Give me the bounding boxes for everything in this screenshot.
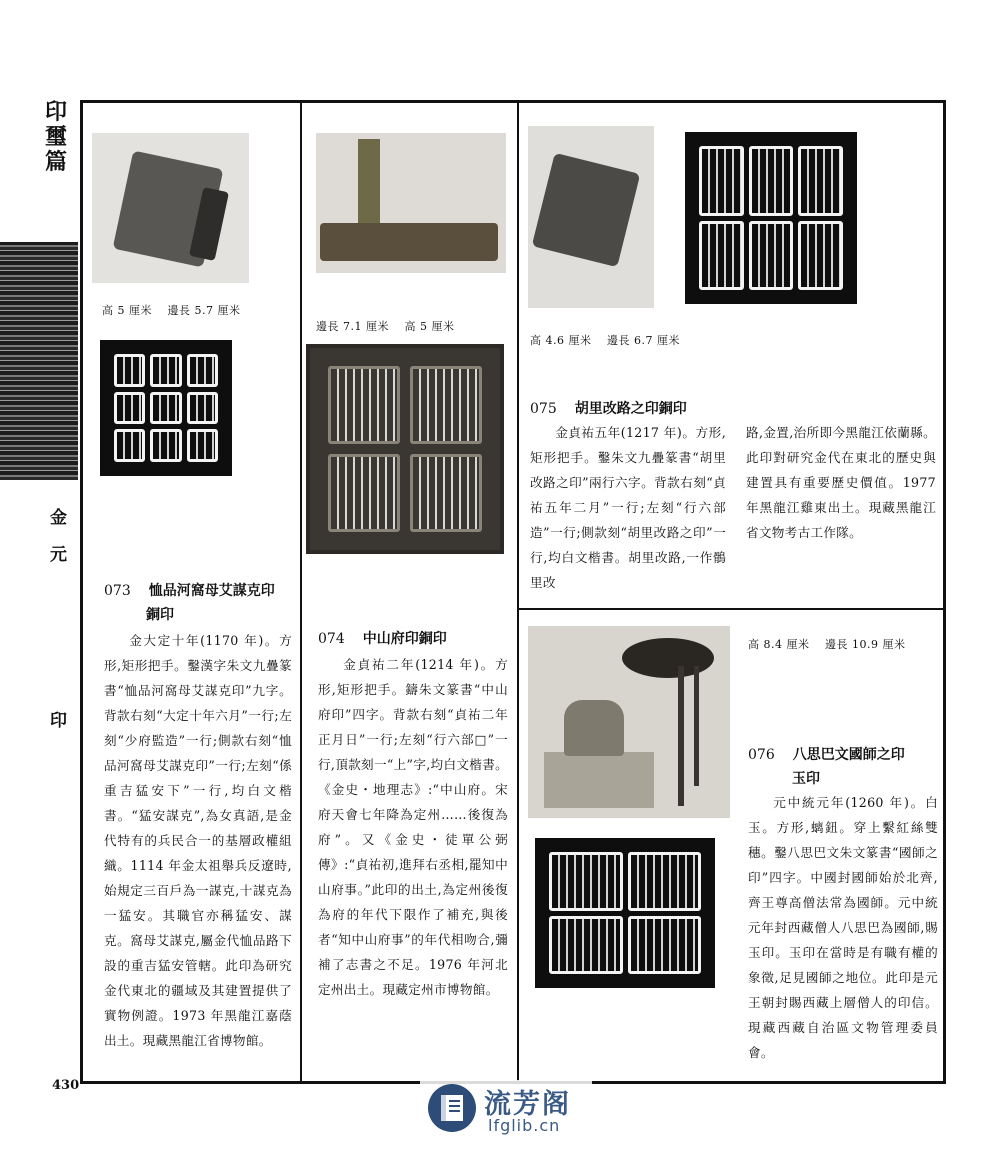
seal-073-dims: 高 5 厘米 邊長 5.7 厘米 (102, 304, 241, 317)
seal-074-bronze-face (306, 344, 504, 554)
page-number: 430 (52, 1078, 80, 1093)
entry-075-number: 075 (530, 401, 557, 417)
entry-076-title-line2: 玉印 (792, 771, 820, 787)
seal-075-dims: 高 4.6 厘米 邊長 6.7 厘米 (530, 334, 680, 347)
entry-074-text: 金貞祐二年(1214 年)。方形,矩形把手。鑄朱文篆書“中山府印”四字。背款右刻“貞祐二年正月日”一行;左刻“行六部□”一行,頂款刻一“上”字,均白文楷書。《金史・地理志》:“中山府。宋府天會七年降為定州……後復為府”。又《金史・徒單公弼傳》:“貞祐初,進拜右丞相,罷知中山府事。”此印的出土,為定州後復為府的年代下限作了補充,與後者“知中山府事”的年代相吻合,彌補了志書之不足。1976 年河北定州出土。現藏定州市博物館。 (318, 657, 508, 997)
seal-076-photo (528, 626, 730, 818)
seal-076-dims: 高 8.4 厘米 邊長 10.9 厘米 (748, 638, 906, 651)
scan-artifact-strip (0, 242, 78, 480)
watermark-domain: lfglib.cn (488, 1116, 561, 1135)
entry-075-title: 075 胡里改路之印銅印 (530, 401, 687, 417)
dynasty-char-yuan: 元 (50, 545, 67, 565)
dynasty-char-jin: 金 (50, 508, 67, 528)
seal-074-dims: 邊長 7.1 厘米 高 5 厘米 (316, 320, 455, 333)
entry-073-title-line2: 銅印 (146, 607, 174, 623)
entry-075-text-col1: 金貞祐五年(1217 年)。方形,矩形把手。鑿朱文九疊篆書“胡里改路之印”兩行六字。背款右刻“貞祐五年二月”一行;左刻“行六部造”一行;側款刻“胡里改路之印”一行,均白文楷書。胡里改路,一作鶻里改 (530, 425, 726, 590)
column-divider-2 (517, 100, 519, 1084)
seal-075-impression (685, 132, 857, 304)
seal-076-impression (535, 838, 715, 988)
column-divider-1 (300, 100, 302, 1084)
entry-075-text-col2: 路,金置,治所即今黑龍江依蘭縣。此印對研究金代在東北的歷史與建置具有重要歷史價值。1977 年黑龍江雞東出土。現藏黑龍江省文物考古工作隊。 (746, 425, 936, 540)
section-title: 印璽篇 (44, 99, 67, 175)
entry-074-number: 074 (318, 631, 345, 647)
row-divider-right (517, 608, 946, 610)
seal-074-photo (316, 133, 506, 273)
entry-076-number: 076 (748, 747, 775, 763)
entry-076-text: 元中統元年(1260 年)。白玉。方形,螭鈕。穿上繫紅絲雙穗。鑿八思巴文朱文篆書“國師之印”四字。中國封國師始於北齊,齊王尊高僧法常為國師。元中統元年封西藏僧人八思巴為國師,賜玉印。玉印在當時是有職有權的象徵,足見國師之地位。此印是元王朝封賜西藏上層僧人的印信。現藏西藏自治區文物管理委員會。 (748, 795, 938, 1060)
entry-073-title: 073 恤品河窩母艾謀克印 (104, 583, 275, 599)
category-char: 印 (50, 711, 67, 731)
book-icon (428, 1084, 476, 1132)
entry-076-title: 076 八思巴文國師之印 (748, 747, 905, 763)
seal-073-photo (92, 133, 249, 283)
entry-074-title: 074 中山府印銅印 (318, 631, 447, 647)
seal-075-photo (528, 126, 654, 308)
entry-073-number: 073 (104, 583, 131, 599)
entry-073-text: 金大定十年(1170 年)。方形,矩形把手。鑿漢字朱文九疊篆書“恤品河窩母艾謀克印”九字。背款右刻“大定十年六月”一行;左刻“少府監造”一行;側款右刻“恤品河窩母艾謀克印”一行;左刻“係重吉猛安下”一行,均白文楷書。“猛安謀克”,為女真語,是金代特有的兵民合一的基層政權組織。1114 年金太祖舉兵反遼時,始規定三百戶為一謀克,十謀克為一猛安。其職官亦稱猛安、謀克。窩母艾謀克,屬金代恤品路下設的重吉猛安管轄。此印為研究金代東北的疆域及其建置提供了實物例證。1973 年黑龍江嘉蔭出土。現藏黑龍江省博物館。 (104, 633, 292, 1048)
seal-073-impression (100, 340, 232, 476)
watermark-name: 流芳阁 (484, 1089, 571, 1120)
